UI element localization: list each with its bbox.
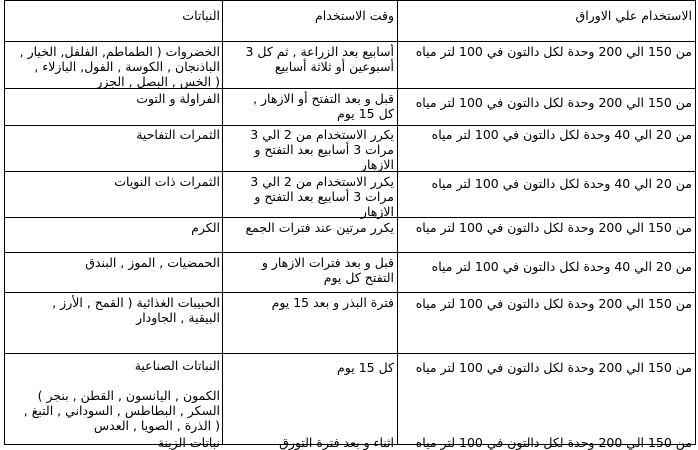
header-timing: وقت الاستخدام <box>315 8 394 23</box>
cell-plants: النباتات الصناعية الكمون , اليانسون , القطن , بنجر ) السكر , البطاطس , السوداني , التبغ , ( الذرة , الصويا , العدس <box>23 358 220 433</box>
cell-leaf-use: من 150 الي 200 وحدة لكل دالتون في 100 لتر مياه <box>415 220 692 235</box>
grid-line <box>4 0 696 1</box>
cell-plants: الفراولة و التوت <box>136 91 220 106</box>
cell-plants: الكرم <box>191 220 220 235</box>
cell-timing: قبل و بعد فترات الازهار و التفتح كل يوم <box>261 255 394 285</box>
cell-leaf-use: من 20 الي 40 وحدة لكل دالتون في 100 لتر مياه <box>431 259 692 274</box>
cell-plants: الثمرات ذات النويات <box>114 174 220 189</box>
cell-timing: اثناء و بعد فترة التورق <box>279 435 394 450</box>
header-leaf-use: الاستخدام علي الاوراق <box>575 8 692 23</box>
cell-plants: الخضروات ( الطماطم, الفلفل, الخيار , الباذنجان , الكوسة , الفول, البازلاء , ( الخس , البصل , الجزر <box>19 44 220 89</box>
cell-timing: كل 15 يوم <box>337 360 394 375</box>
grid-line <box>397 0 398 445</box>
grid-line <box>4 125 696 126</box>
grid-line <box>4 292 696 293</box>
grid-line <box>695 0 696 445</box>
cell-timing: يكرر مرتين عند فترات الجمع <box>245 220 394 235</box>
cell-timing: يكرر الاستخدام من 2 الي 3 مرات 3 أسابيع بعد التفتح و الازهار <box>250 174 394 219</box>
cell-plants: نباتات الزينة <box>157 435 220 450</box>
grid-line <box>4 252 696 253</box>
cell-leaf-use: من 150 الي 200 وحدة لكل دالتون في 100 لتر مياه <box>415 95 692 110</box>
cell-plants: الحمضيات , الموز , البندق <box>85 255 220 270</box>
cell-leaf-use: من 20 الي 40 وحدة لكل دالتون في 100 لتر مياه <box>431 127 692 142</box>
cell-leaf-use: من 150 الي 200 وحدة لكل دالتون في 100 لتر مياه <box>415 44 692 59</box>
grid-line <box>4 0 5 445</box>
cell-timing: يكرر الاستخدام من 2 الي 3 مرات 3 أسابيع بعد التفتح و الازهار <box>250 127 394 172</box>
cell-timing: قبل و بعد التفتح أو الازهار , كل 15 يوم <box>253 91 394 121</box>
cell-leaf-use: من 150 الي 200 وحدة لكل دالتون في 100 لتر مياه <box>415 296 692 311</box>
cell-leaf-use: من 150 الي 200 وحدة لكل دالتون في 100 لتر مياه <box>415 435 692 450</box>
cell-timing: فترة البذر و بعد 15 يوم <box>271 295 394 310</box>
grid-line <box>222 0 223 445</box>
grid-line <box>4 353 696 354</box>
cell-plants: الثمرات التفاحية <box>136 127 220 142</box>
grid-line <box>4 41 696 42</box>
cell-timing: أسابيع بعد الزراعة , ثم كل 3 أسبوعين أو ثلاثة أسابيع <box>245 44 394 74</box>
cell-leaf-use: من 150 الي 200 وحدة لكل دالتون في 100 لتر مياه <box>415 360 692 375</box>
cell-plants: الحبيبات الغذائية ( القمح , الأرز , البيقية , الجاودار <box>52 295 220 325</box>
cell-leaf-use: من 20 الي 40 وحدة لكل دالتون في 100 لتر مياه <box>431 176 692 191</box>
header-plants: النباتات <box>182 8 220 23</box>
